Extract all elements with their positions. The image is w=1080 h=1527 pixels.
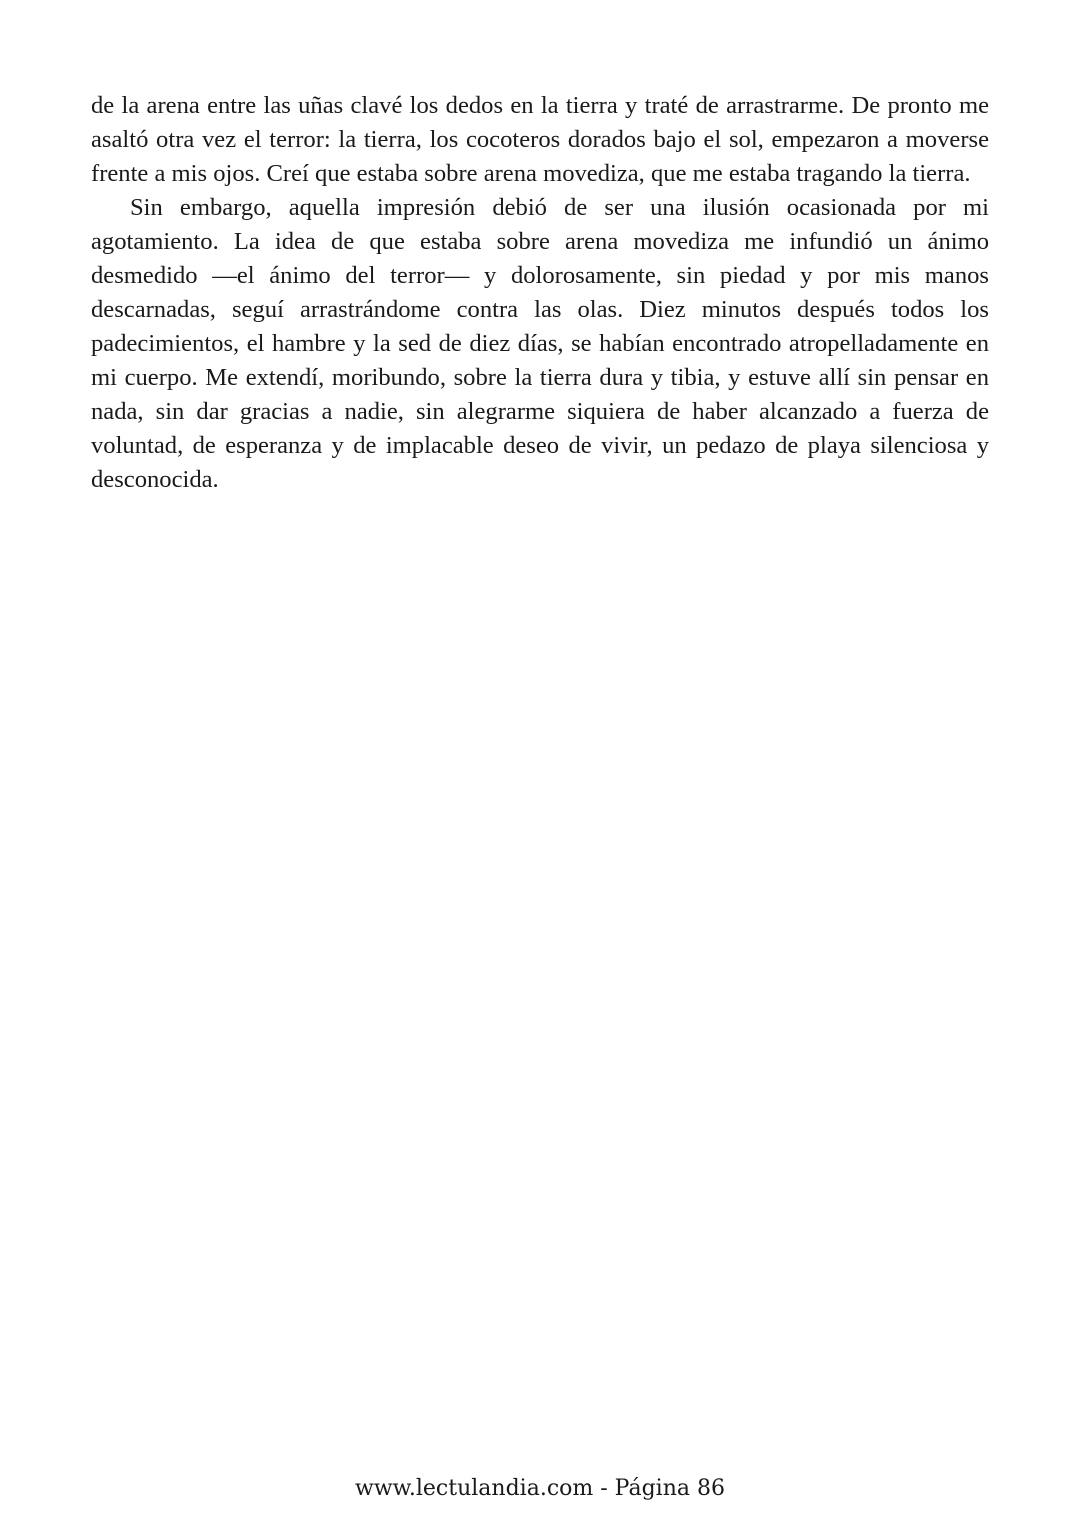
page-body: [91, 89, 989, 497]
paragraph-2: Sin embargo, aquella impresión debió de ser una ilusión ocasionada por mi agotamiento. La idea de que estaba sobre arena movediza me infundió un ánimo desmedido —el ánimo del terror— y dolorosamente, sin piedad y por mis manos descarnadas, seguí arrastrándome contra las olas. Diez minutos después todos los padecimientos, el hambre y la sed de diez días, se habían encontrado atropelladamente en mi cuerpo. Me extendí, moribundo, sobre la tierra dura y tibia, y estuve allí sin pensar en nada, sin dar gracias a nadie, sin alegrarme siquiera de haber alcanzado a fuerza de voluntad, de esperanza y de implacable deseo de vivir, un pedazo de playa silenciosa y desconocida.: [91, 194, 989, 493]
paragraph-1: de la arena entre las uñas clavé los dedos en la tierra y traté de arrastrarme. De pronto me asaltó otra vez el terror: la tierra, los cocoteros dorados bajo el sol, empezaron a moverse frente a mis ojos. Creí que estaba sobre arena movediza, que me estaba tragando la tierra.: [91, 92, 989, 187]
page-footer: www.lectulandia.com - Página 86: [355, 1476, 725, 1501]
